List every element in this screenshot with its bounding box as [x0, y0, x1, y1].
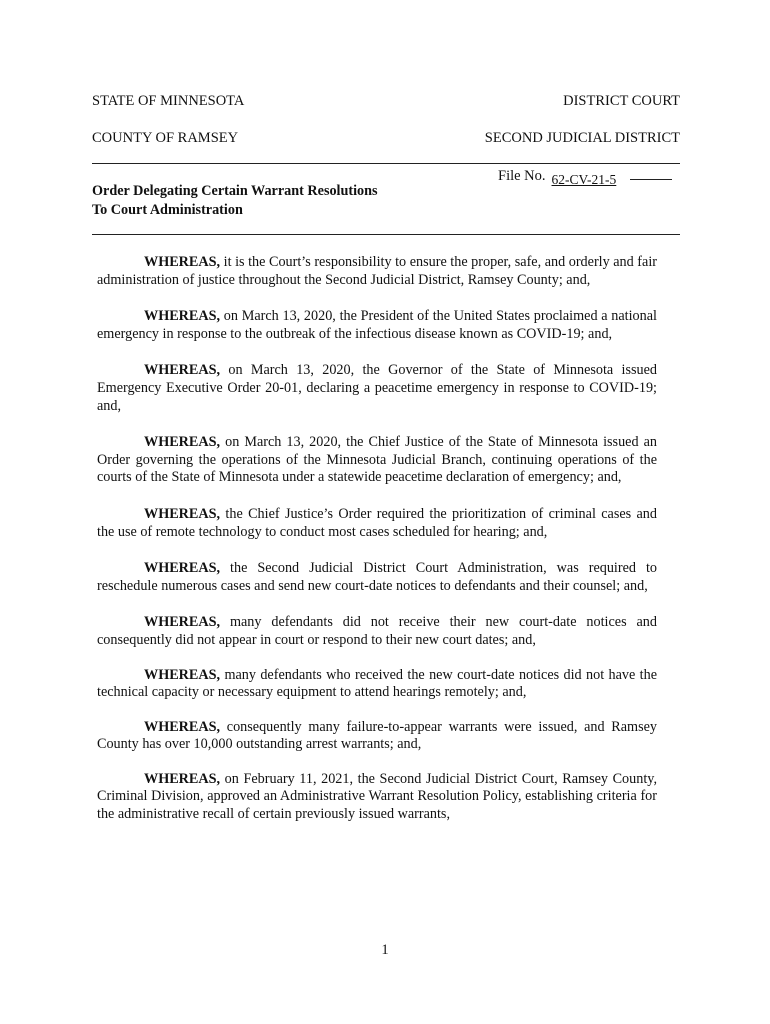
document-body — [97, 254, 657, 824]
county-label: COUNTY OF RAMSEY — [92, 130, 239, 146]
whereas-paragraph — [97, 719, 657, 754]
whereas-paragraph — [97, 434, 657, 487]
order-title-line-1: Order Delegating Certain Warrant Resolutions — [92, 183, 378, 199]
file-number-value: 62-CV-21-5 — [551, 172, 617, 187]
whereas-lead: WHEREAS, — [144, 614, 221, 631]
whereas-lead: WHEREAS, — [144, 770, 221, 787]
whereas-lead: WHEREAS, — [144, 560, 221, 577]
whereas-text: on February 11, 2021, the Second Judicial District Court, Ramsey County, Criminal Division, approved an Administrative Warrant Resolution Policy, establishing criteria for the administrative recall of certain previously issued warrants, — [97, 770, 657, 823]
whereas-text: on March 13, 2020, the Governor of the State of Minnesota issued Emergency Executive Order 20-01, declaring a peacetime emergency in response to COVID-19; and, — [97, 362, 657, 414]
whereas-lead: WHEREAS, — [144, 254, 221, 270]
whereas-lead: WHEREAS, — [144, 505, 221, 522]
whereas-lead: WHEREAS, — [144, 718, 221, 735]
order-title — [92, 182, 378, 220]
whereas-text: the Second Judicial District Court Administration, was required to reschedule numerous cases and send new court-date notices to defendants and their counsel; and, — [97, 560, 657, 594]
page-number: 1 — [381, 942, 389, 958]
whereas-paragraph — [97, 362, 657, 415]
court-label: DISTRICT COURT — [563, 93, 680, 109]
whereas-paragraph — [97, 560, 657, 595]
whereas-text: on March 13, 2020, the Chief Justice of the State of Minnesota issued an Order governing the operations of the Minnesota Judicial Branch, continuing operations of the courts of the State of Minnesota under a statewide peacetime declaration of emergency; and, — [97, 434, 657, 486]
whereas-lead: WHEREAS, — [144, 362, 221, 379]
whereas-text: many defendants did not receive their new court-date notices and consequently did not appear in court or respond to their new court dates; and, — [97, 614, 657, 648]
whereas-paragraph — [97, 667, 657, 702]
whereas-text: the Chief Justice’s Order required the prioritization of criminal cases and the use of remote technology to conduct most cases scheduled for hearing; and, — [97, 505, 657, 540]
whereas-paragraph — [97, 771, 657, 824]
whereas-paragraph — [97, 614, 657, 649]
state-label: STATE OF MINNESOTA — [92, 93, 245, 109]
header-row-2 — [92, 130, 680, 147]
whereas-paragraph — [97, 254, 657, 289]
header-row-1 — [92, 93, 680, 110]
district-label: SECOND JUDICIAL DISTRICT — [484, 130, 680, 146]
whereas-text: many defendants who received the new court-date notices did not have the technical capacity or necessary equipment to attend hearings remotely; and, — [97, 666, 657, 701]
whereas-text: it is the Court’s responsibility to ensure the proper, safe, and orderly and fair administration of justice throughout the Second Judicial District, Ramsey County; and, — [97, 254, 657, 288]
whereas-text: consequently many failure-to-appear warrants were issued, and Ramsey County has over 10,000 outstanding arrest warrants; and, — [97, 718, 657, 753]
top-divider — [92, 163, 680, 164]
whereas-paragraph — [97, 308, 657, 343]
file-number-blank — [630, 179, 672, 180]
whereas-lead: WHEREAS, — [144, 308, 221, 325]
whereas-paragraph — [97, 506, 657, 541]
bottom-divider — [92, 234, 680, 235]
file-number — [498, 168, 672, 185]
whereas-lead: WHEREAS, — [144, 666, 221, 683]
whereas-lead: WHEREAS, — [144, 434, 221, 451]
order-title-line-2: To Court Administration — [92, 202, 243, 218]
file-number-label: File No. — [498, 168, 546, 184]
whereas-text: on March 13, 2020, the President of the United States proclaimed a national emergency in response to the outbreak of the infectious disease known as COVID-19; and, — [97, 308, 657, 342]
